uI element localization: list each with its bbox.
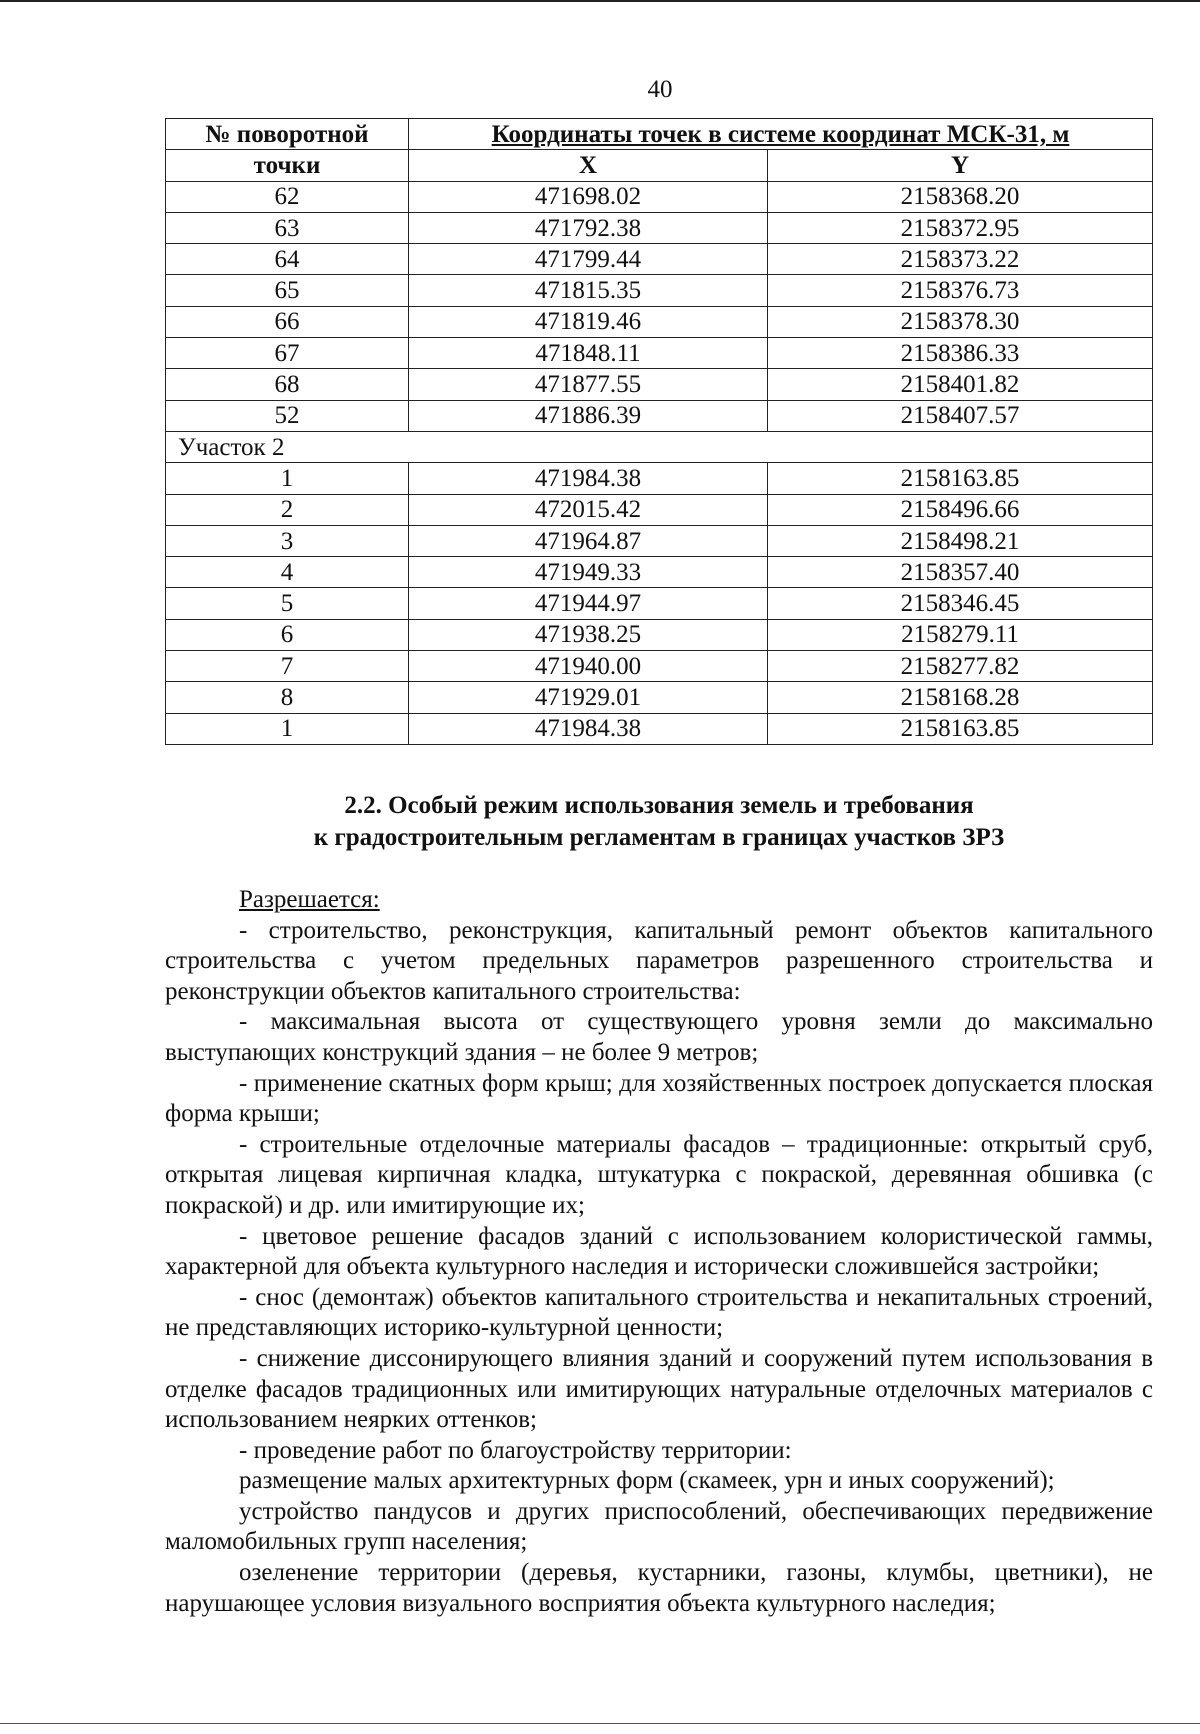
y-coordinate-cell: 2158407.57: [768, 400, 1153, 431]
header-x: X: [409, 150, 768, 181]
header-point-number-line2: точки: [166, 150, 409, 181]
x-coordinate-cell: 471698.02: [409, 181, 768, 212]
table-row: [166, 338, 1153, 369]
point-number-cell: 62: [166, 181, 409, 212]
body-paragraph: - применение скатных форм крыш; для хозяйственных построек допускается плоская форма крыши;: [165, 1069, 1153, 1128]
y-coordinate-cell: 2158496.66: [768, 494, 1153, 525]
y-coordinate-cell: 2158168.28: [768, 682, 1153, 713]
y-coordinate-cell: 2158279.11: [768, 619, 1153, 650]
y-coordinate-cell: 2158346.45: [768, 588, 1153, 619]
page-number: 40: [647, 76, 673, 103]
point-number-cell: 4: [166, 557, 409, 588]
section-heading-line1: 2.2. Особый режим использования земель и требования: [344, 792, 974, 819]
y-coordinate-cell: 2158277.82: [768, 651, 1153, 682]
table-row: [166, 244, 1153, 275]
point-number-cell: 5: [166, 588, 409, 619]
table-row: [166, 181, 1153, 212]
body-paragraph: - максимальная высота от существующего уровня земли до максимально выступающих конструкций здания – не более 9 метров;: [165, 1008, 1153, 1066]
body-paragraph: - снос (демонтаж) объектов капитального строительства и некапитальных строений, не представляющих историко-культурной ценности;: [165, 1283, 1153, 1342]
x-coordinate-cell: 471848.11: [409, 338, 768, 369]
y-coordinate-cell: 2158386.33: [768, 338, 1153, 369]
section-row: [166, 431, 1153, 462]
table-row: [166, 713, 1153, 744]
header-coordinates: Координаты точек в системе координат МСК-31, м: [409, 119, 1153, 150]
x-coordinate-cell: 472015.42: [409, 494, 768, 525]
table-row: [166, 212, 1153, 243]
body-paragraph: - строительство, реконструкция, капитальный ремонт объектов капитального строительства с учетом предельных параметров разрешенного строительства и реконструкции объектов капитального строительства:: [165, 916, 1153, 1005]
x-coordinate-cell: 471984.38: [409, 713, 768, 744]
body-paragraph: размещение малых архитектурных форм (скамеек, урн и иных сооружений);: [239, 1467, 1055, 1495]
table-row: [166, 588, 1153, 619]
table-row: [166, 400, 1153, 431]
point-number-cell: 63: [166, 212, 409, 243]
table-body-part1: [166, 181, 1153, 431]
table-row: [166, 494, 1153, 525]
x-coordinate-cell: 471886.39: [409, 400, 768, 431]
point-number-cell: 66: [166, 306, 409, 337]
point-number-cell: 67: [166, 338, 409, 369]
table-row: [166, 306, 1153, 337]
point-number-cell: 52: [166, 400, 409, 431]
body-paragraph: озеленение территории (деревья, кустарники, газоны, клумбы, цветники), не нарушающее условия визуального восприятия объекта культурного наследия;: [165, 1559, 1153, 1617]
x-coordinate-cell: 471940.00: [409, 651, 768, 682]
body-paragraph: - строительные отделочные материалы фасадов – традиционные: открытый сруб, открытая лицевая кирпичная кладка, штукатурка с покраской, деревянная обшивка (с покраской) и др. или имитирующие их;: [165, 1130, 1153, 1219]
body-paragraph: - снижение диссонирующего влияния зданий и сооружений путем использования в отделке фасадов традиционных или имитирующих натуральные отделочных материалов с использованием неярких оттенков;: [165, 1344, 1153, 1434]
table-row: [166, 619, 1153, 650]
point-number-cell: 7: [166, 651, 409, 682]
body-text: [165, 885, 1153, 1619]
point-number-cell: 2: [166, 494, 409, 525]
coordinates-table: [165, 118, 1153, 745]
header-y: Y: [768, 150, 1153, 181]
header-point-number-line1: № поворотной: [205, 120, 369, 148]
body-paragraph: устройство пандусов и других приспособлений, обеспечивающих передвижение маломобильных групп населения;: [165, 1497, 1153, 1556]
top-border-line: [0, 0, 1200, 2]
point-number-cell: 1: [166, 463, 409, 494]
point-number-cell: 1: [166, 713, 409, 744]
paragraph-list: [165, 916, 1153, 1620]
x-coordinate-cell: 471819.46: [409, 306, 768, 337]
table-row: [166, 525, 1153, 556]
x-coordinate-cell: 471799.44: [409, 244, 768, 275]
y-coordinate-cell: 2158163.85: [768, 463, 1153, 494]
y-coordinate-cell: 2158368.20: [768, 181, 1153, 212]
y-coordinate-cell: 2158378.30: [768, 306, 1153, 337]
table-row: [166, 463, 1153, 494]
table-row: [166, 275, 1153, 306]
y-coordinate-cell: 2158401.82: [768, 369, 1153, 400]
x-coordinate-cell: 471964.87: [409, 525, 768, 556]
point-number-cell: 6: [166, 619, 409, 650]
y-coordinate-cell: 2158163.85: [768, 713, 1153, 744]
point-number-cell: 68: [166, 369, 409, 400]
x-coordinate-cell: 471944.97: [409, 588, 768, 619]
section-heading: [165, 790, 1153, 854]
x-coordinate-cell: 471877.55: [409, 369, 768, 400]
x-coordinate-cell: 471792.38: [409, 212, 768, 243]
y-coordinate-cell: 2158373.22: [768, 244, 1153, 275]
point-number-cell: 65: [166, 275, 409, 306]
section-heading-line2: к градостроительным регламентам в границах участков ЗРЗ: [313, 824, 1005, 851]
table-row: [166, 651, 1153, 682]
section-label: Участок 2: [166, 431, 1153, 462]
bottom-border-line: [0, 1723, 1200, 1724]
x-coordinate-cell: 471949.33: [409, 557, 768, 588]
point-number-cell: 8: [166, 682, 409, 713]
y-coordinate-cell: 2158372.95: [768, 212, 1153, 243]
table-row: [166, 369, 1153, 400]
table-section: [166, 431, 1153, 462]
y-coordinate-cell: 2158376.73: [768, 275, 1153, 306]
table-row: [166, 682, 1153, 713]
table-row: [166, 557, 1153, 588]
point-number-cell: 3: [166, 525, 409, 556]
y-coordinate-cell: 2158498.21: [768, 525, 1153, 556]
y-coordinate-cell: 2158357.40: [768, 557, 1153, 588]
x-coordinate-cell: 471929.01: [409, 682, 768, 713]
x-coordinate-cell: 471815.35: [409, 275, 768, 306]
body-paragraph: - цветовое решение фасадов зданий с использованием колористической гаммы, характерной для объекта культурного наследия и исторически сложившейся застройки;: [165, 1222, 1153, 1281]
lead-text: Разрешается:: [239, 886, 380, 913]
x-coordinate-cell: 471938.25: [409, 619, 768, 650]
point-number-cell: 64: [166, 244, 409, 275]
table-body-part2: [166, 463, 1153, 745]
body-paragraph: - проведение работ по благоустройству территории:: [239, 1436, 792, 1464]
header-point-number: [166, 119, 409, 150]
x-coordinate-cell: 471984.38: [409, 463, 768, 494]
